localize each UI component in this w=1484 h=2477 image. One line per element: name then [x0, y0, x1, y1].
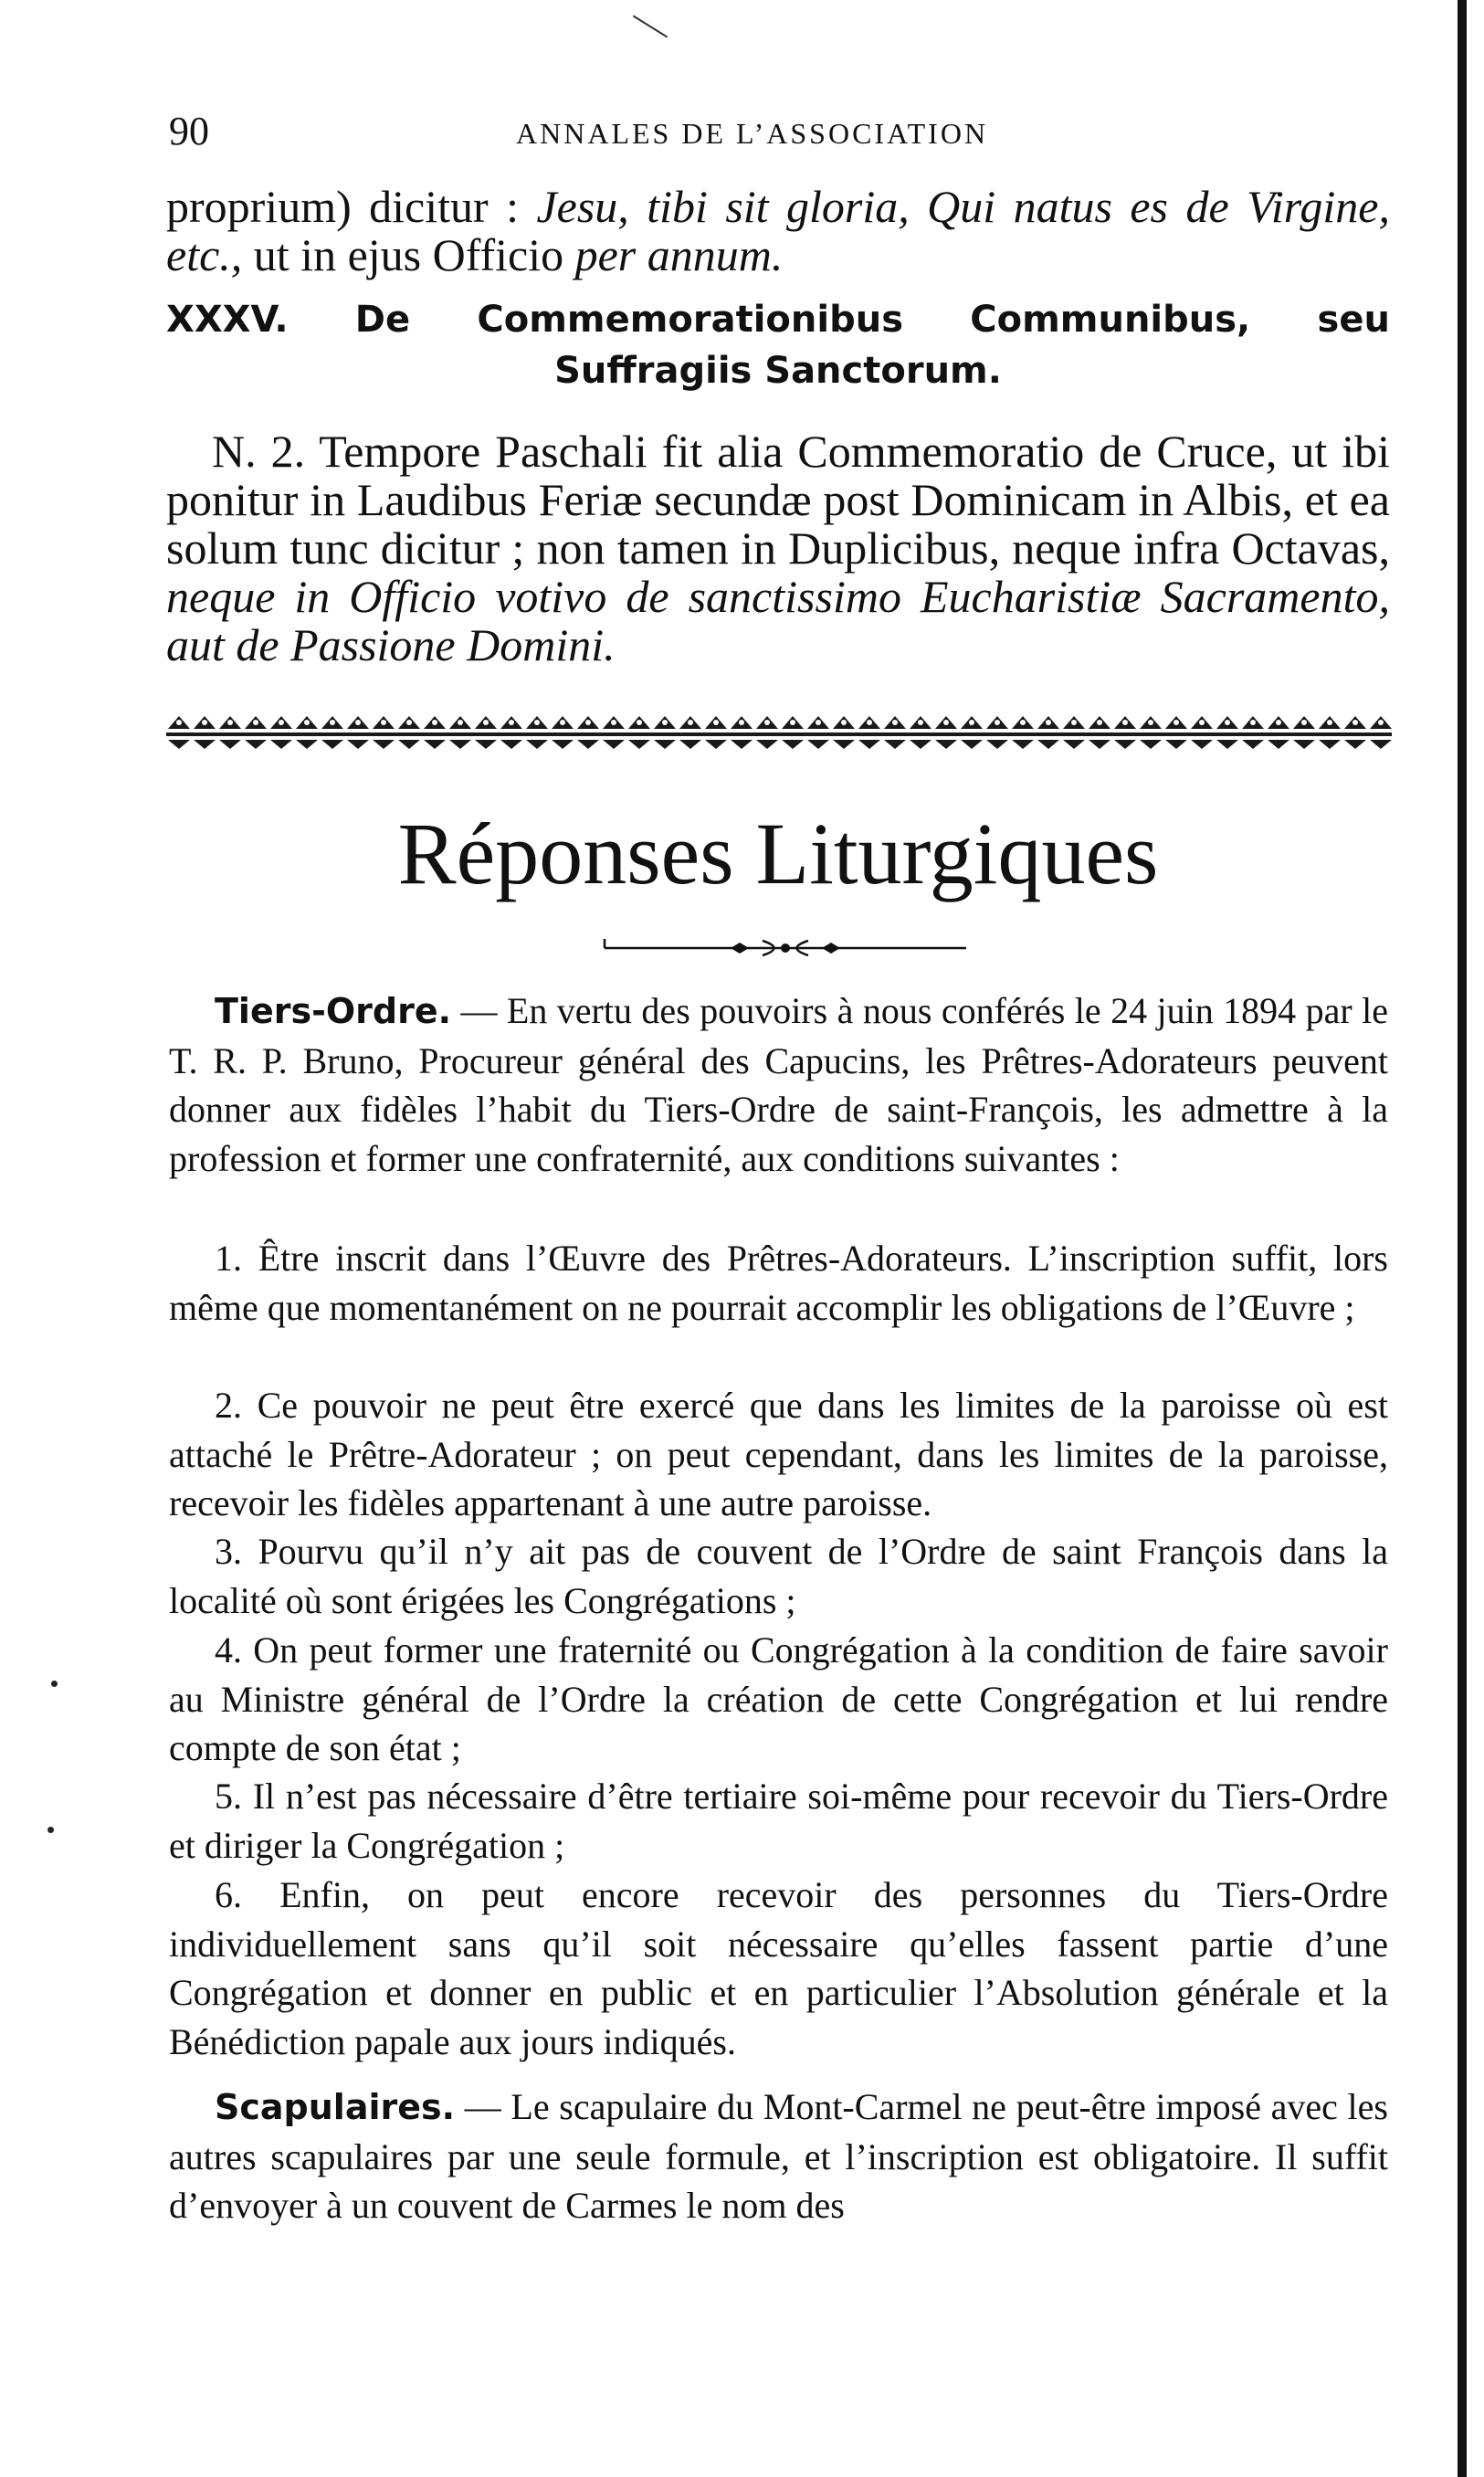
italic-run: per annum.: [574, 229, 784, 280]
heading-word: De: [354, 299, 411, 341]
run-in-heading: Tiers-Ordre.: [215, 991, 452, 1031]
paragraph-text: — Le scapulaire du Mont-Carmel ne peut-être imposé avec les autres scapulaires par une seule formule, et l’inscription est obligatoire. Il suffit d’envoyer à un couvent de Carmes le nom des: [169, 2086, 1388, 2226]
speck: [51, 1681, 58, 1687]
ornamental-rule: [166, 712, 1392, 754]
section-heading-line-1: [166, 294, 1390, 345]
latin-paragraph: [166, 427, 1390, 669]
page-title: Réponses Liturgiques: [397, 805, 1159, 902]
run-in-heading: Scapulaires.: [215, 2087, 456, 2127]
condition-item: [169, 1772, 1388, 1870]
paragraph-scapulaires: [169, 2082, 1388, 2230]
heading-word: Commemorationibus: [477, 299, 904, 341]
condition-text: 3. Pourvu qu’il n’y ait pas de couvent de l’Ordre de saint François dans la localité où sont érigées les Congrégations ;: [169, 1531, 1388, 1621]
condition-item: [169, 1381, 1388, 1528]
condition-item: [169, 1234, 1388, 1332]
running-head: ANNALES DE L’ASSOCIATION: [516, 117, 989, 150]
condition-text: 6. Enfin, on peut encore recevoir des personnes du Tiers-Ordre individuellement sans qu’il soit nécessaire qu’elles fassent partie d’une Congrégation et donner en public et en particulier l’Absolution générale et la Bénédiction papale aux jours indiqués.: [169, 1874, 1388, 2062]
paragraph-text: — En vertu des pouvoirs à nous conférés le 24 juin 1894 par le T. R. P. Bruno, Procureur général des Capucins, les Prêtres-Adorateurs peuvent donner aux fidèles l’habit du Tiers-Ordre de saint-François, les admettre à la profession et former une confraternité, aux conditions suivantes :: [169, 990, 1388, 1179]
heading-word: XXXV.: [166, 299, 289, 341]
italic-run: neque in Officio votivo de sanctissimo Eucharistiæ Sacramento, aut de Passione Domini.: [166, 571, 1390, 670]
page-number: 90: [169, 109, 209, 153]
condition-text: 4. On peut former une fraternité ou Congrégation à la condition de faire savoir au Ministre général de l’Ordre la création de cette Congrégation et lui rendre compte de son état ;: [169, 1629, 1388, 1768]
speck: [47, 1827, 54, 1833]
text-run: N. 2. Tempore Paschali fit alia Commemoratio de Cruce, ut ibi ponitur in Laudibus Feriæ secundæ post Dominicam in Albis, et ea solum tunc dicitur ; non tamen in Duplicibus, neque infra Octavas,: [166, 426, 1390, 574]
condition-text: 5. Il n’est pas nécessaire d’être tertiaire soi-même pour recevoir du Tiers-Ordre et diriger la Congrégation ;: [169, 1776, 1388, 1866]
stray-mark: [633, 15, 668, 37]
flourish-ornament: [603, 933, 968, 961]
condition-item: [169, 1871, 1388, 2066]
condition-text: 1. Être inscrit dans l’Œuvre des Prêtres-Adorateurs. L’inscription suffit, lors même que momentanément on ne pourrait accomplir les obligations de l’Œuvre ;: [169, 1238, 1388, 1328]
page-edge-rule: [1458, 0, 1467, 2477]
section-heading: [166, 294, 1390, 396]
heading-word: Communibus,: [970, 299, 1251, 341]
condition-item: [169, 1626, 1388, 1773]
heading-word: seu: [1317, 299, 1390, 341]
text-run: proprium) dicitur :: [166, 181, 537, 232]
condition-item: [169, 1527, 1388, 1625]
text-run: ut in ejus Officio: [242, 229, 575, 280]
italic-run: Jesu, tibi sit gloria, Qui natus es de Virgine, etc.,: [166, 181, 1390, 280]
latin-continuation: [166, 183, 1390, 279]
page-header: [169, 108, 1388, 163]
section-heading-line-2: Suffragiis Sanctorum.: [554, 350, 1002, 392]
condition-text: 2. Ce pouvoir ne peut être exercé que dans les limites de la paroisse où est attaché le Prêtre-Adorateur ; on peut cependant, dans les limites de la paroisse, recevoir les fidèles appartenant à une autre paroisse.: [169, 1385, 1388, 1523]
paragraph-tiers-ordre: [169, 986, 1388, 1183]
